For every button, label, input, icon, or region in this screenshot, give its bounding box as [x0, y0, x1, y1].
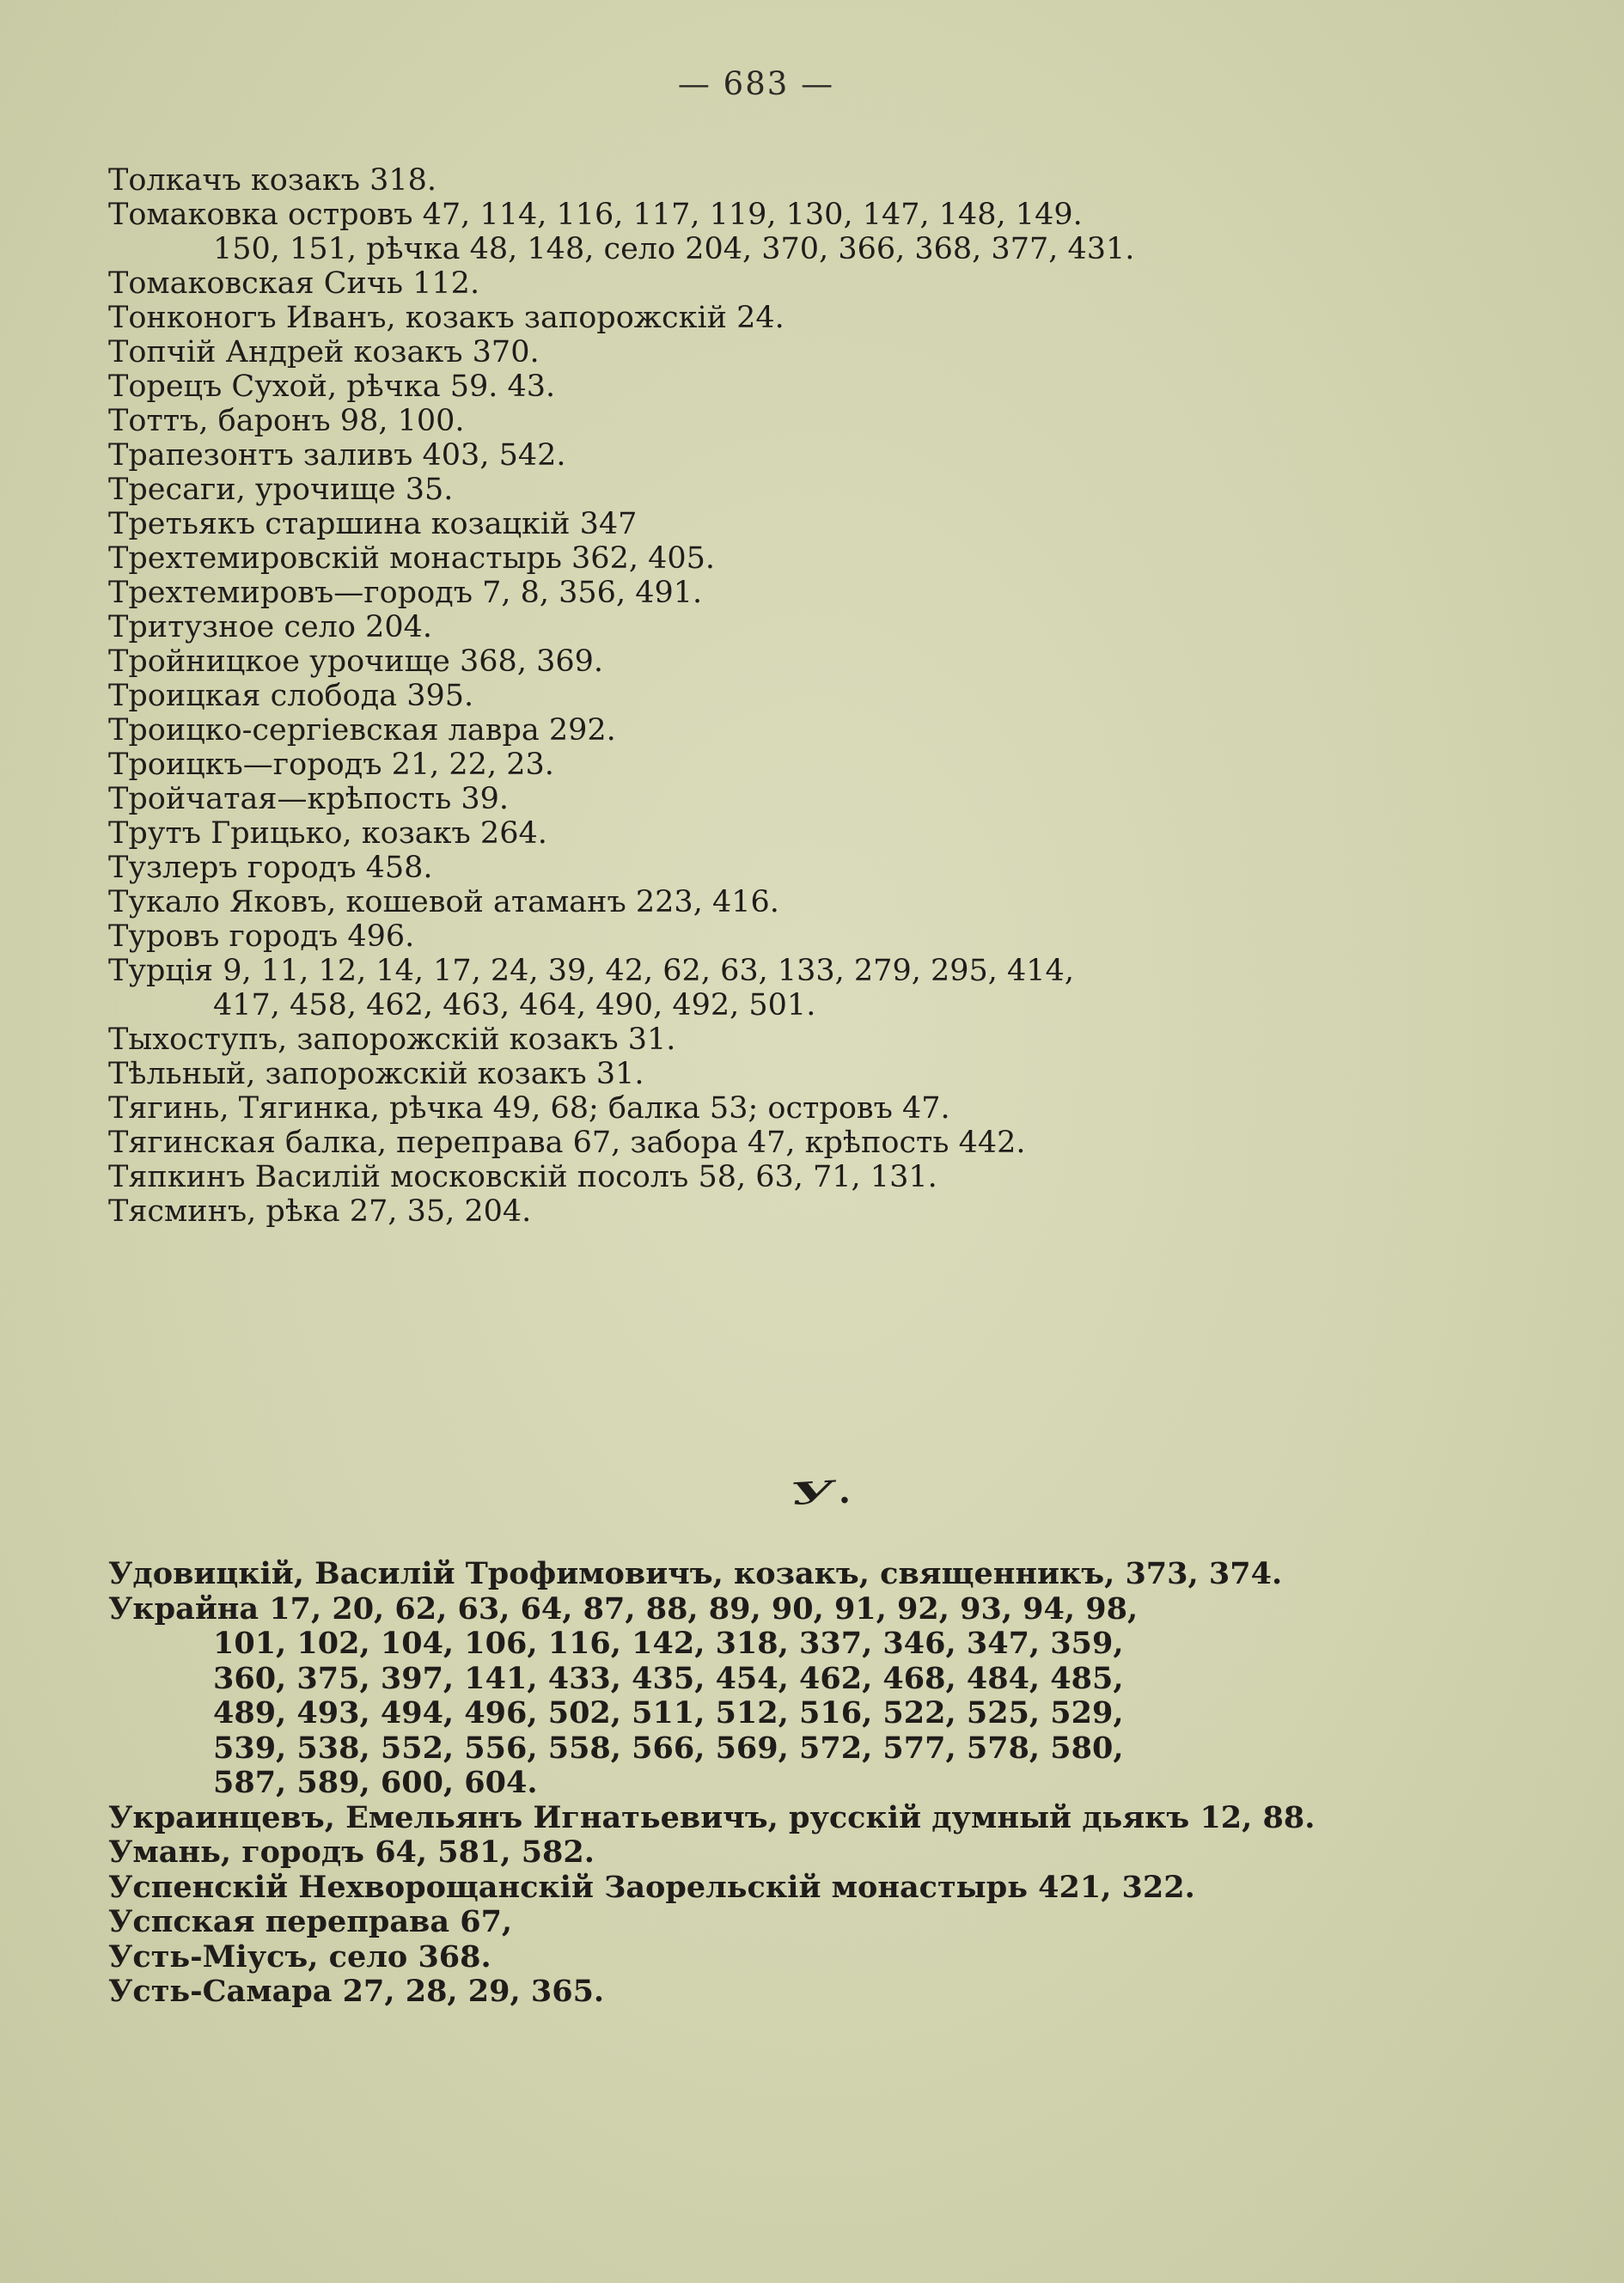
entry-line: Усть-Самара 27, 28, 29, 365.	[108, 1974, 605, 2009]
entry-line: Толкачъ козакъ 318.	[108, 163, 437, 198]
index-entry	[0, 748, 1449, 782]
index-entry	[0, 1194, 1449, 1229]
entry-line: Трехтемировскій монастырь 362, 405.	[108, 541, 716, 576]
entry-line: Тройницкое урочище 368, 369.	[108, 644, 603, 679]
entry-continuation-line: 417, 458, 462, 463, 464, 490, 492, 501.	[213, 988, 816, 1022]
index-entry	[0, 1905, 1449, 1940]
index-entry	[0, 335, 1449, 369]
entry-line: Томаковская Сичь 112.	[108, 266, 480, 301]
index-section-t	[0, 163, 1624, 1229]
entry-line: Умань, городъ 64, 581, 582.	[108, 1834, 595, 1870]
index-entry	[0, 438, 1449, 473]
index-entry	[0, 576, 1449, 610]
entry-line: Томаковка островъ 47, 114, 116, 117, 119, 130, 147, 148, 149.	[108, 198, 1083, 232]
index-entry	[0, 1022, 1449, 1057]
index-entry	[0, 816, 1449, 851]
index-entry	[0, 1801, 1449, 1836]
entry-line: Трехтемировъ—городъ 7, 8, 356, 491.	[108, 576, 703, 610]
index-entry	[0, 885, 1449, 919]
entry-line: Топчій Андрей козакъ 370.	[108, 335, 540, 369]
entry-continuation-line: 150, 151, рѣчка 48, 148, село 204, 370, 366, 368, 377, 431.	[213, 232, 1135, 266]
entry-line: Успенскій Нехворощанскій Заорельскій монастырь 421, 322.	[108, 1869, 1195, 1905]
entry-line: Тройчатая—крѣпость 39.	[108, 782, 510, 816]
entry-continuation-line: 587, 589, 600, 604.	[213, 1765, 538, 1800]
entry-continuation-line: 101, 102, 104, 106, 116, 142, 318, 337, 346, 347, 359,	[213, 1626, 1124, 1661]
index-entry	[0, 1057, 1449, 1091]
index-entry	[0, 713, 1449, 748]
section-letter: У	[787, 1474, 842, 1512]
entry-line: Троицко-сергіевская лавра 292.	[108, 713, 616, 748]
entry-line: Третьякъ старшина козацкій 347	[108, 507, 638, 541]
index-entry	[0, 266, 1449, 301]
index-entry	[0, 163, 1449, 198]
page-number: — 683 —	[677, 65, 835, 102]
index-entry	[0, 1091, 1449, 1126]
entry-line: Усть-Міусъ, село 368.	[108, 1938, 491, 1975]
entry-line: Тонконогъ Иванъ, козакъ запорожскій 24.	[108, 301, 785, 335]
entry-line: Тукало Яковъ, кошевой атаманъ 223, 416.	[108, 885, 779, 919]
entry-line: Тягинь, Тягинка, рѣчка 49, 68; балка 53; островъ 47.	[108, 1091, 950, 1126]
index-entry	[0, 954, 1449, 1022]
entry-line: Трапезонтъ заливъ 403, 542.	[108, 438, 566, 473]
index-section-u	[0, 1557, 1624, 2010]
entry-line: Тоттъ, баронъ 98, 100.	[108, 404, 465, 438]
entry-line: Украинцевъ, Емельянъ Игнатьевичъ, русскій думный дьякъ 12, 88.	[108, 1799, 1316, 1835]
index-entry	[0, 644, 1449, 679]
entry-continuation-line: 539, 538, 552, 556, 558, 566, 569, 572, 577, 578, 580,	[213, 1730, 1124, 1766]
entry-line: Тресаги, урочище 35.	[108, 473, 454, 507]
index-entry	[0, 679, 1449, 713]
index-entry	[0, 541, 1449, 576]
entry-line: Турція 9, 11, 12, 14, 17, 24, 39, 42, 62, 63, 133, 279, 295, 414,	[108, 954, 1074, 988]
index-entry	[0, 404, 1449, 438]
entry-line: Тѣльный, запорожскій козакъ 31.	[108, 1057, 644, 1091]
index-entry	[0, 610, 1449, 644]
index-entry	[0, 301, 1449, 335]
entry-line: Троицкъ—городъ 21, 22, 23.	[108, 748, 554, 782]
entry-line: Тыхоступъ, запорожскій козакъ 31.	[108, 1022, 676, 1057]
index-entry	[0, 1592, 1449, 1801]
index-entry	[0, 507, 1449, 541]
index-entry	[0, 198, 1449, 266]
index-entry	[0, 1871, 1449, 1906]
index-entry	[0, 1160, 1449, 1194]
entry-continuation-line: 360, 375, 397, 141, 433, 435, 454, 462, 468, 484, 485,	[213, 1660, 1124, 1696]
entry-line: Удовицкій, Василій Трофимовичъ, козакъ, священникъ, 373, 374.	[108, 1556, 1283, 1591]
index-entry	[0, 1557, 1449, 1592]
section-letter-dot: .	[839, 1471, 851, 1511]
entry-line: Троицкая слобода 395.	[108, 679, 474, 713]
entry-line: Тузлеръ городъ 458.	[108, 851, 433, 885]
index-entry	[0, 473, 1449, 507]
index-entry	[0, 369, 1449, 404]
entry-line: Успская переправа 67,	[108, 1904, 513, 1939]
entry-line: Трутъ Грицько, козакъ 264.	[108, 816, 547, 851]
entry-continuation-line: 489, 493, 494, 496, 502, 511, 512, 516, 522, 525, 529,	[213, 1695, 1124, 1731]
entry-line: Тягинская балка, переправа 67, забора 47, крѣпость 442.	[108, 1126, 1026, 1160]
index-entry	[0, 1835, 1449, 1871]
index-entry	[0, 1126, 1449, 1160]
index-entry	[0, 782, 1449, 816]
index-entry	[0, 1940, 1449, 1975]
entry-line: Тясминъ, рѣка 27, 35, 204.	[108, 1194, 532, 1229]
entry-line: Туровъ городъ 496.	[108, 919, 415, 954]
index-entry	[0, 919, 1449, 954]
entry-line: Украйна 17, 20, 62, 63, 64, 87, 88, 89, 90, 91, 92, 93, 94, 98,	[108, 1590, 1139, 1627]
section-heading-u	[0, 1466, 1624, 1521]
index-entry	[0, 1975, 1449, 2010]
entry-line: Тритузное село 204.	[108, 610, 433, 644]
index-entry	[0, 851, 1449, 885]
entry-line: Тяпкинъ Василій московскій посолъ 58, 63, 71, 131.	[108, 1160, 937, 1194]
entry-line: Торецъ Сухой, рѣчка 59. 43.	[108, 369, 556, 404]
